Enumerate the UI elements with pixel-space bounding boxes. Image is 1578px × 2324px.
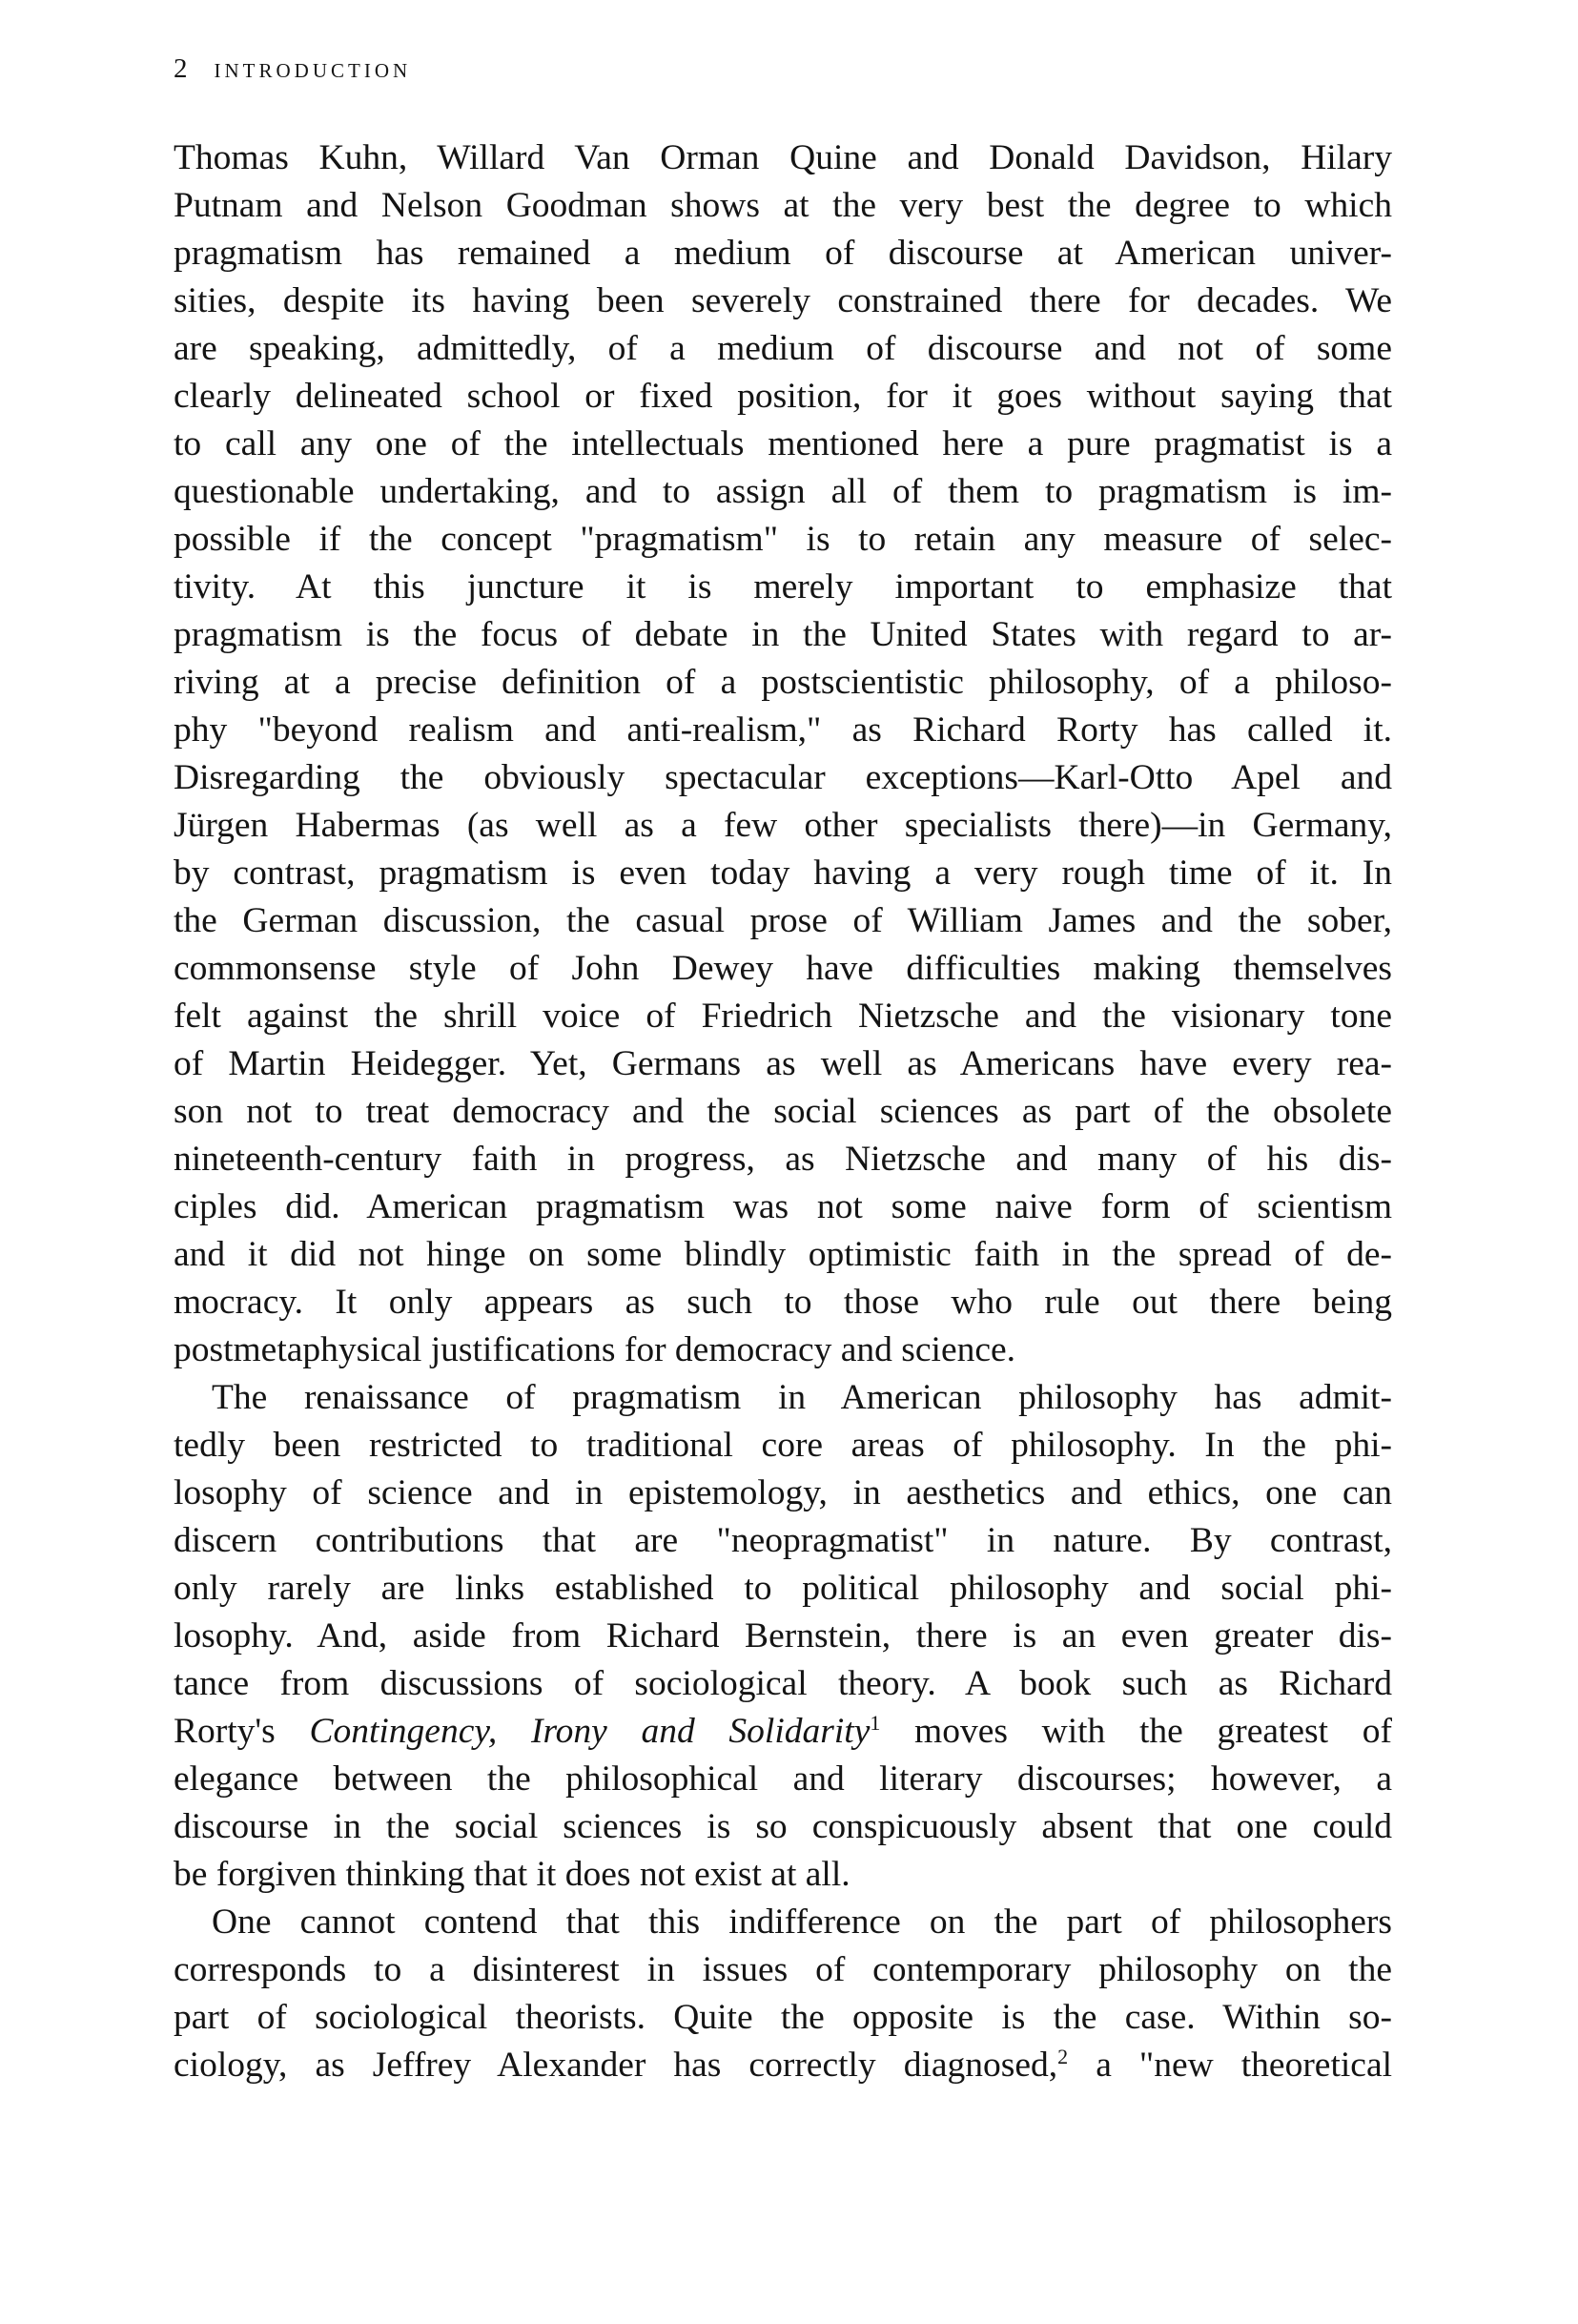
text-line: questionable undertaking, and to assign all of them to pragmatism is im- [174,472,1392,511]
text-line: clearly delineated school or fixed position, for it goes without saying that [174,377,1392,416]
text-line: corresponds to a disinterest in issues of contemporary philosophy on the [174,1950,1392,1989]
text-line: ciples did. American pragmatism was not some naive form of scientism [174,1187,1392,1226]
text-line: only rarely are links established to political philosophy and social phi- [174,1569,1392,1608]
paragraph-2 [174,1374,1392,1899]
line-text: moves with the greatest of [880,1712,1392,1751]
body-text [174,134,1392,2089]
text-line: Disregarding the obviously spectacular exceptions—Karl-Otto Apel and [174,758,1392,797]
paragraph-3 [174,1899,1392,2089]
text-line: The renaissance of pragmatism in American philosophy has admit- [212,1378,1392,1417]
text-line: tedly been restricted to traditional core areas of philosophy. In the phi- [174,1426,1392,1465]
text-line: the German discussion, the casual prose of William James and the sober, [174,901,1392,940]
text-line: are speaking, admittedly, of a medium of discourse and not of some [174,329,1392,368]
text-line: commonsense style of John Dewey have difficulties making themselves [174,949,1392,988]
text-line-with-citation [174,1708,1392,1756]
text-line: One cannot contend that this indifference on the part of philosophers [212,1902,1392,1942]
text-line: tivity. At this juncture it is merely important to emphasize that [174,567,1392,607]
line-text: ciology, as Jeffrey Alexander has correctly diagnosed, [174,2046,1058,2085]
paragraph-1 [174,134,1392,1374]
text-line: possible if the concept "pragmatism" is to retain any measure of selec- [174,520,1392,559]
text-line: nineteenth-century faith in progress, as Nietzsche and many of his dis- [174,1140,1392,1179]
text-line: son not to treat democracy and the social sciences as part of the obsolete [174,1092,1392,1131]
text-line: losophy of science and in epistemology, in aesthetics and ethics, one can [174,1473,1392,1512]
running-head [174,50,411,90]
text-line: Thomas Kuhn, Willard Van Orman Quine and Donald Davidson, Hilary [174,138,1392,177]
text-line: felt against the shrill voice of Friedrich Nietzsche and the visionary tone [174,997,1392,1036]
text-line: sities, despite its having been severely constrained there for decades. We [174,281,1392,320]
footnote-ref: 1 [870,1711,881,1735]
text-line: losophy. And, aside from Richard Bernstein, there is an even greater dis- [174,1616,1392,1656]
text-line: pragmatism has remained a medium of discourse at American univer- [174,234,1392,273]
text-line: pragmatism is the focus of debate in the United States with regard to ar- [174,615,1392,654]
text-line: elegance between the philosophical and literary discourses; however, a [174,1759,1392,1799]
text-line: mocracy. It only appears as such to those who rule out there being [174,1283,1392,1322]
section-title: INTRODUCTION [214,59,412,82]
text-line: to call any one of the intellectuals mentioned here a pure pragmatist is a [174,424,1392,463]
text-line-with-citation [174,2042,1392,2089]
text-line: postmetaphysical justifications for democracy and science. [174,1330,1016,1369]
text-line: riving at a precise definition of a postscientistic philosophy, of a philoso- [174,663,1392,702]
text-line: discern contributions that are "neopragmatist" in nature. By contrast, [174,1521,1392,1560]
book-title: Contingency, Irony and Solidarity [309,1712,871,1751]
line-text: a "new theoretical [1068,2046,1393,2085]
page-number: 2 [174,53,188,84]
footnote-ref: 2 [1057,2045,1069,2068]
line-text: Rorty's [174,1712,310,1751]
text-line: Putnam and Nelson Goodman shows at the very best the degree to which [174,186,1392,225]
text-line: part of sociological theorists. Quite the opposite is the case. Within so- [174,1998,1392,2037]
text-line: of Martin Heidegger. Yet, Germans as well as Americans have every rea- [174,1044,1392,1083]
text-line: and it did not hinge on some blindly optimistic faith in the spread of de- [174,1235,1392,1274]
text-line: phy "beyond realism and anti-realism," as Richard Rorty has called it. [174,710,1392,750]
text-line: tance from discussions of sociological theory. A book such as Richard [174,1664,1392,1703]
text-line: discourse in the social sciences is so conspicuously absent that one could [174,1807,1392,1846]
text-line: be forgiven thinking that it does not exist at all. [174,1855,850,1894]
text-line: by contrast, pragmatism is even today having a very rough time of it. In [174,854,1392,893]
text-line: Jürgen Habermas (as well as a few other specialists there)—in Germany, [174,806,1392,845]
